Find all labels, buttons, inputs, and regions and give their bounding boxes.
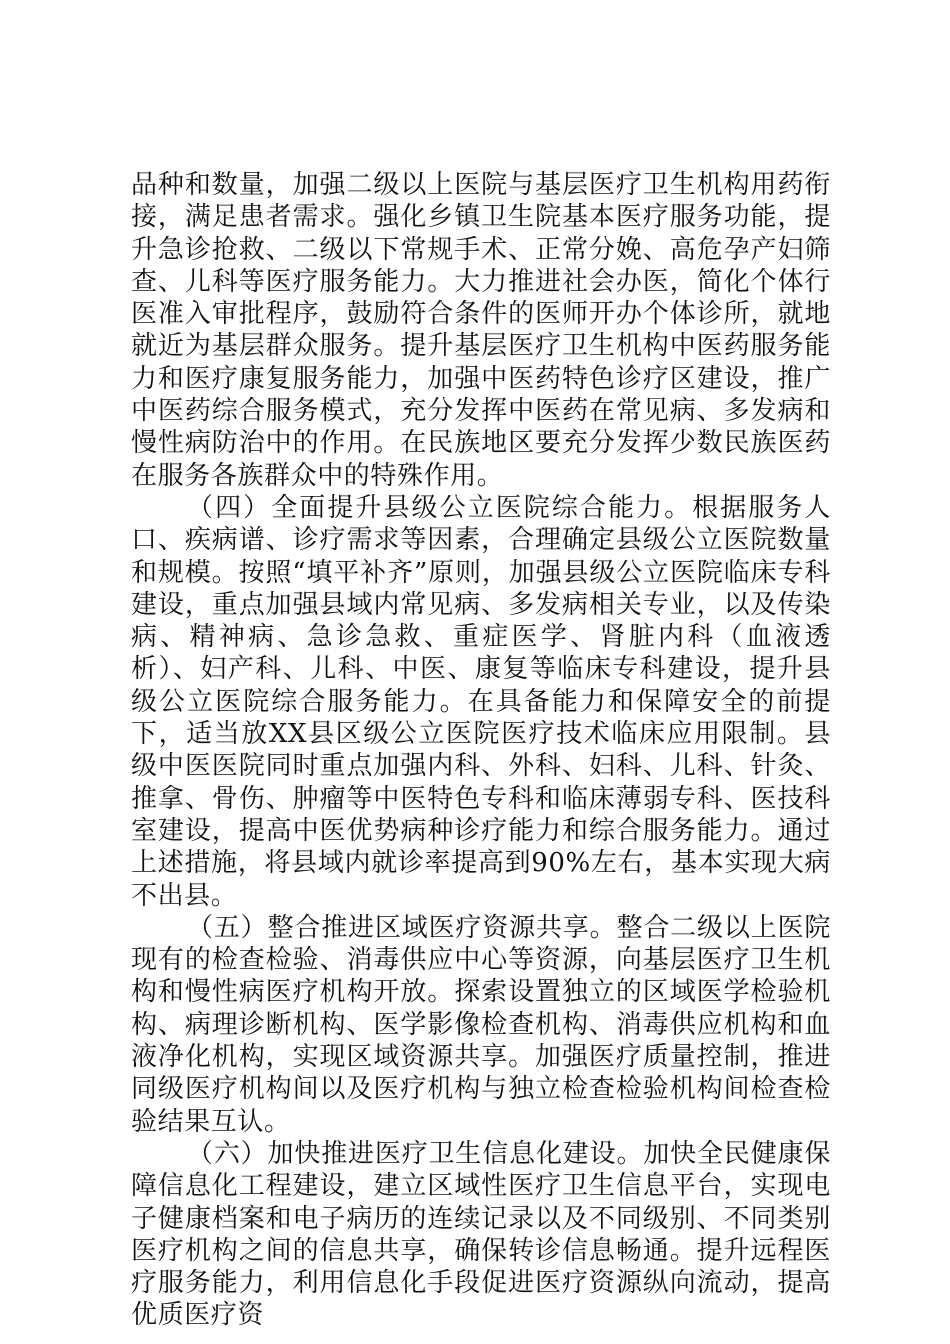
- document-body: [131, 169, 831, 1332]
- paragraph-continuation: 品种和数量，加强二级以上医院与基层医疗卫生机构用药衔接，满足患者需求。强化乡镇卫生院基本医疗服务功能，提升急诊抢救、二级以下常规手术、正常分娩、高危孕产妇筛查、儿科等医疗服务能力。大力推进社会办医，简化个体行医准入审批程序，鼓励符合条件的医师开办个体诊所，就地就近为基层群众服务。提升基层医疗卫生机构中医药服务能力和医疗康复服务能力，加强中医药特色诊疗区建设，推广中医药综合服务模式，充分发挥中医药在常见病、多发病和慢性病防治中的作用。在民族地区要充分发挥少数民族医药在服务各族群众中的特殊作用。: [131, 170, 831, 491]
- paragraph-section-5: （五）整合推进区域医疗资源共享。整合二级以上医院现有的检查检验、消毒供应中心等资源，向基层医疗卫生机构和慢性病医疗机构开放。探索设置独立的区域医学检验机构、病理诊断机构、医学影像检查机构、消毒供应机构和血液净化机构，实现区域资源共享。加强医疗质量控制，推进同级医疗机构间以及医疗机构与独立检查检验机构间检查检验结果互认。: [131, 912, 831, 1137]
- paragraph-section-4: （四）全面提升县级公立医院综合能力。根据服务人口、疾病谱、诊疗需求等因素，合理确定县级公立医院数量和规模。按照“填平补齐”原则，加强县级公立医院临床专科建设，重点加强县域内常见病、多发病相关专业，以及传染病、精神病、急诊急救、重症医学、肾脏内科（血液透析）、妇产科、儿科、中医、康复等临床专科建设，提升县级公立医院综合服务能力。在具备能力和保障安全的前提下，适当放XX县区级公立医院医疗技术临床应用限制。县级中医医院同时重点加强内科、外科、妇科、儿科、针灸、推拿、骨伤、肿瘤等中医特色专科和临床薄弱专科、医技科室建设，提高中医优势病种诊疗能力和综合服务能力。通过上述措施，将县域内就诊率提高到90%左右，基本实现大病不出县。: [131, 492, 831, 911]
- paragraph-section-6: （六）加快推进医疗卫生信息化建设。加快全民健康保障信息化工程建设，建立区域性医疗卫生信息平台，实现电子健康档案和电子病历的连续记录以及不同级别、不同类别医疗机构之间的信息共享，确保转诊信息畅通。提升远程医疗服务能力，利用信息化手段促进医疗资源纵向流动，提高优质医疗资: [131, 1138, 831, 1331]
